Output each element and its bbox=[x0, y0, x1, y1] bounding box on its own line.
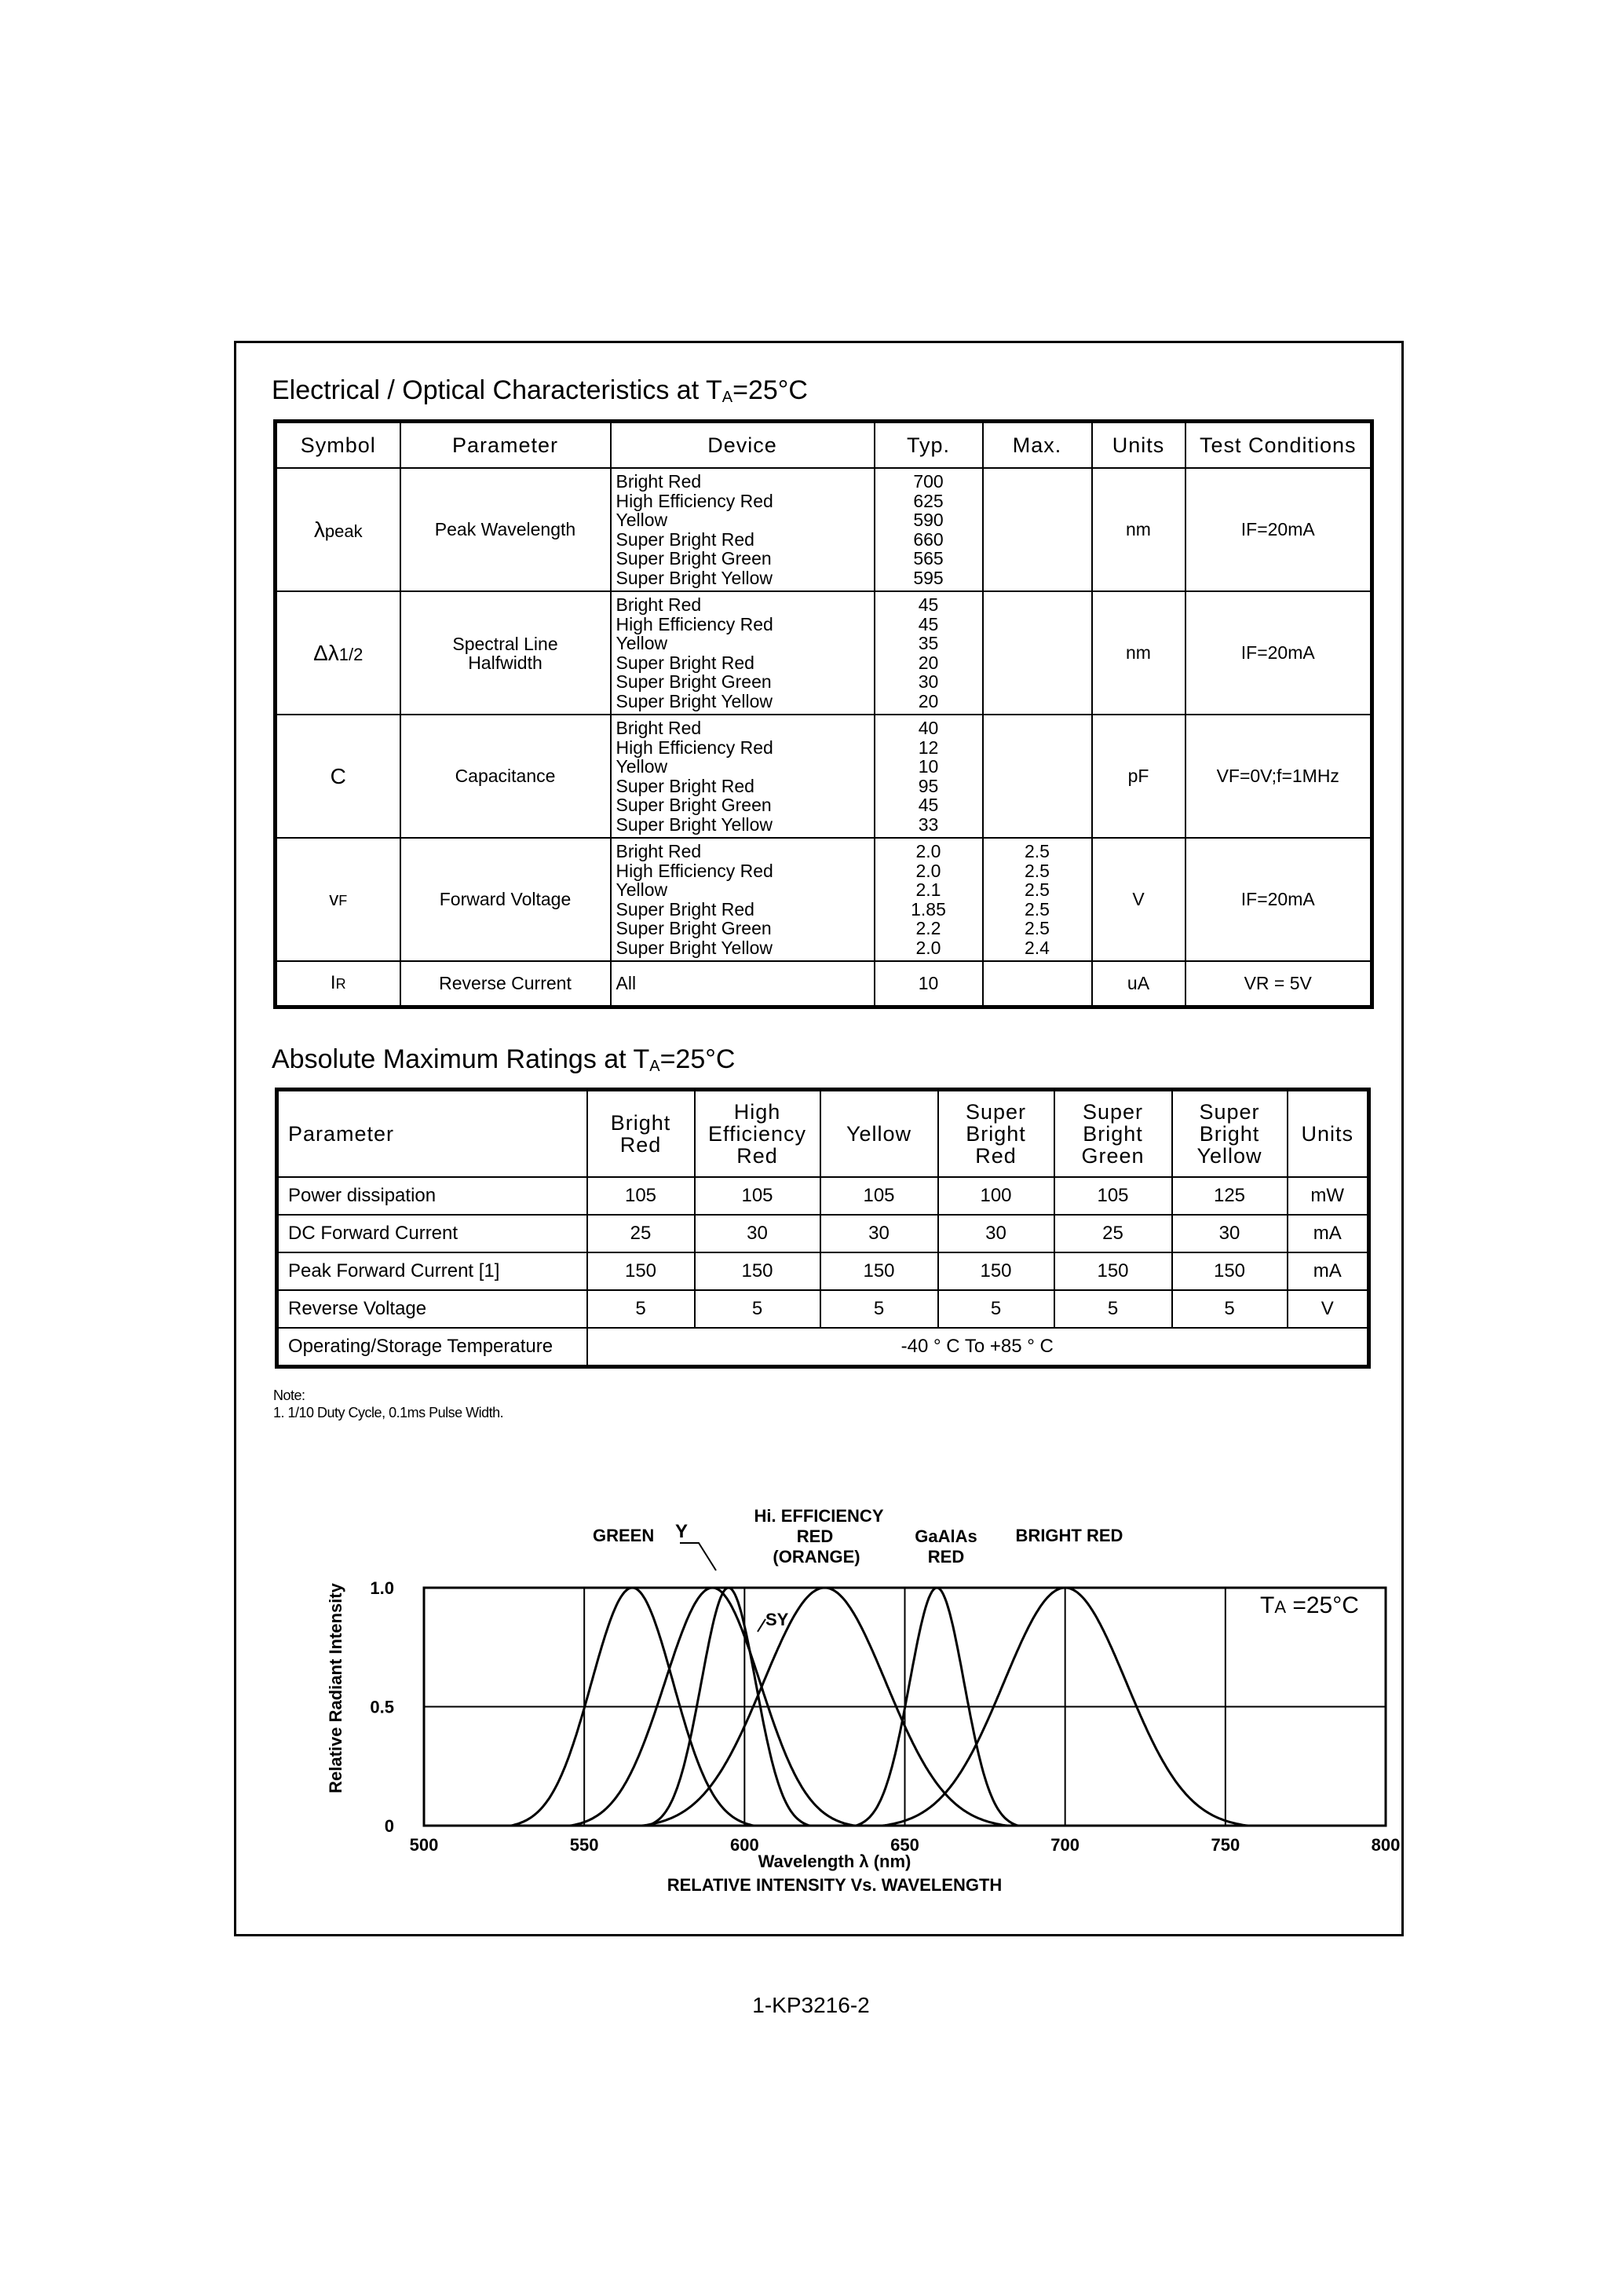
value-cell: 30 bbox=[1172, 1215, 1288, 1252]
conditions-cell: IF=20mA bbox=[1185, 468, 1372, 591]
max-cell bbox=[983, 961, 1092, 1007]
parameter-cell: Spectral Line Halfwidth bbox=[400, 591, 611, 715]
unit-cell: V bbox=[1288, 1290, 1369, 1328]
x-tick-label: 650 bbox=[890, 1835, 919, 1855]
value-cell: 5 bbox=[1054, 1290, 1172, 1328]
symbol-delta-lambda: Δλ1/2 bbox=[276, 591, 400, 715]
header-super-bright-green: Super Bright Green bbox=[1054, 1090, 1172, 1178]
label-bright-red: BRIGHT RED bbox=[1015, 1526, 1123, 1545]
param-cell: Peak Forward Current [1] bbox=[277, 1252, 587, 1290]
typ-values: 2.0 2.0 2.1 1.85 2.2 2.0 bbox=[875, 838, 983, 961]
table-row bbox=[276, 961, 1372, 1007]
max-values bbox=[983, 591, 1092, 715]
table-row bbox=[276, 838, 1372, 961]
electrical-title: Electrical / Optical Characteristics at $T_A=25^\circ C$ bbox=[272, 375, 808, 406]
value-cell: 30 bbox=[695, 1215, 820, 1252]
param-cell: Reverse Voltage bbox=[277, 1290, 587, 1328]
table-row bbox=[276, 468, 1372, 591]
absolute-ratings-table bbox=[275, 1088, 1371, 1369]
y-tick-label: 0.5 bbox=[370, 1697, 394, 1717]
x-tick-label: 700 bbox=[1050, 1835, 1080, 1855]
table-row bbox=[277, 1215, 1369, 1252]
device-list: Bright Red High Efficiency Red Yellow Super Bright Red Super Bright Green Super Bright Yellow bbox=[611, 468, 875, 591]
header-test-conditions: Test Conditions bbox=[1185, 422, 1372, 469]
header-max: Max. bbox=[983, 422, 1092, 469]
conditions-cell: VR = 5V bbox=[1185, 961, 1372, 1007]
table-row bbox=[276, 715, 1372, 838]
x-tick-label: 550 bbox=[569, 1835, 599, 1855]
value-cell: 5 bbox=[587, 1290, 695, 1328]
note-label: Note: bbox=[273, 1387, 305, 1403]
conditions-cell: VF=0V;f=1MHz bbox=[1185, 715, 1372, 838]
absolute-title: Absolute Maximum Ratings at $T_A=25^\circ C$ bbox=[272, 1044, 736, 1075]
value-cell: 100 bbox=[938, 1177, 1054, 1215]
label-gaalas-2: RED bbox=[927, 1547, 965, 1567]
parameter-cell: Capacitance bbox=[400, 715, 611, 838]
value-cell: 5 bbox=[695, 1290, 820, 1328]
temperature-range-cell: -40 ° C To +85 ° C bbox=[587, 1328, 1369, 1367]
intensity-chart bbox=[0, 1492, 1622, 1900]
header-parameter: Parameter bbox=[277, 1090, 587, 1178]
table-row bbox=[277, 1328, 1369, 1367]
value-cell: 150 bbox=[1172, 1252, 1288, 1290]
temperature-label: TA =25°C bbox=[1260, 1592, 1359, 1618]
symbol-forward-voltage: vF bbox=[276, 838, 400, 961]
y-axis-label: Relative Radiant Intensity bbox=[326, 1583, 345, 1793]
param-cell: Operating/Storage Temperature bbox=[277, 1328, 587, 1367]
label-y-leader bbox=[680, 1543, 716, 1570]
typ-values: 45 45 35 20 30 20 bbox=[875, 591, 983, 715]
parameter-cell: Forward Voltage bbox=[400, 838, 611, 961]
conditions-cell: IF=20mA bbox=[1185, 838, 1372, 961]
value-cell: 30 bbox=[820, 1215, 938, 1252]
chart-title: RELATIVE INTENSITY Vs. WAVELENGTH bbox=[667, 1875, 1003, 1895]
value-cell: 150 bbox=[587, 1252, 695, 1290]
header-symbol: Symbol bbox=[276, 422, 400, 469]
device-list: Bright Red High Efficiency Red Yellow Super Bright Red Super Bright Green Super Bright Yellow bbox=[611, 715, 875, 838]
units-cell: uA bbox=[1092, 961, 1185, 1007]
device-list: Bright Red High Efficiency Red Yellow Super Bright Red Super Bright Green Super Bright Yellow bbox=[611, 591, 875, 715]
value-cell: 150 bbox=[820, 1252, 938, 1290]
value-cell: 105 bbox=[695, 1177, 820, 1215]
x-tick-label: 500 bbox=[409, 1835, 439, 1855]
label-hi-eff-3: (ORANGE) bbox=[773, 1547, 860, 1567]
header-typ: Typ. bbox=[875, 422, 983, 469]
typ-cell: 10 bbox=[875, 961, 983, 1007]
header-bright-red: Bright Red bbox=[587, 1090, 695, 1178]
note bbox=[273, 1387, 503, 1421]
max-values bbox=[983, 468, 1092, 591]
value-cell: 150 bbox=[938, 1252, 1054, 1290]
units-cell: V bbox=[1092, 838, 1185, 961]
value-cell: 25 bbox=[587, 1215, 695, 1252]
symbol-capacitance: C bbox=[276, 715, 400, 838]
symbol-lambda-peak: λpeak bbox=[276, 468, 400, 591]
header-high-efficiency-red: High Efficiency Red bbox=[695, 1090, 820, 1178]
typ-values: 700 625 590 660 565 595 bbox=[875, 468, 983, 591]
value-cell: 150 bbox=[1054, 1252, 1172, 1290]
table-row bbox=[276, 591, 1372, 715]
device-list: Bright Red High Efficiency Red Yellow Super Bright Red Super Bright Green Super Bright Yellow bbox=[611, 838, 875, 961]
unit-cell: mW bbox=[1288, 1177, 1369, 1215]
units-cell: nm bbox=[1092, 591, 1185, 715]
footer-page-code: 1-KP3216-2 bbox=[752, 1993, 870, 2017]
label-sy-leader bbox=[758, 1619, 765, 1632]
table-header-row bbox=[276, 422, 1372, 469]
value-cell: 105 bbox=[1054, 1177, 1172, 1215]
header-super-bright-red: Super Bright Red bbox=[938, 1090, 1054, 1178]
label-hi-eff-1: Hi. EFFICIENCY bbox=[754, 1506, 884, 1526]
param-cell: Power dissipation bbox=[277, 1177, 587, 1215]
header-yellow: Yellow bbox=[820, 1090, 938, 1178]
symbol-reverse-current: IR bbox=[276, 961, 400, 1007]
typ-values: 40 12 10 95 45 33 bbox=[875, 715, 983, 838]
parameter-cell: Reverse Current bbox=[400, 961, 611, 1007]
label-y: Y bbox=[675, 1521, 689, 1542]
label-sy: SY bbox=[765, 1610, 789, 1629]
units-cell: pF bbox=[1092, 715, 1185, 838]
header-super-bright-yellow: Super Bright Yellow bbox=[1172, 1090, 1288, 1178]
value-cell: 25 bbox=[1054, 1215, 1172, 1252]
max-values: 2.5 2.5 2.5 2.5 2.5 2.4 bbox=[983, 838, 1092, 961]
unit-cell: mA bbox=[1288, 1252, 1369, 1290]
param-cell: DC Forward Current bbox=[277, 1215, 587, 1252]
x-tick-label: 800 bbox=[1371, 1835, 1401, 1855]
value-cell: 105 bbox=[587, 1177, 695, 1215]
value-cell: 5 bbox=[938, 1290, 1054, 1328]
table-header-row bbox=[277, 1090, 1369, 1178]
label-green: GREEN bbox=[593, 1526, 655, 1545]
note-text: 1. 1/10 Duty Cycle, 0.1ms Pulse Width. bbox=[273, 1405, 504, 1420]
header-device: Device bbox=[611, 422, 875, 469]
label-hi-eff-2: RED bbox=[796, 1526, 834, 1546]
value-cell: 125 bbox=[1172, 1177, 1288, 1215]
unit-cell: mA bbox=[1288, 1215, 1369, 1252]
electrical-table bbox=[273, 419, 1374, 1009]
table-row bbox=[277, 1177, 1369, 1215]
device-cell: All bbox=[611, 961, 875, 1007]
x-tick-label: 750 bbox=[1211, 1835, 1240, 1855]
value-cell: 5 bbox=[1172, 1290, 1288, 1328]
parameter-cell: Peak Wavelength bbox=[400, 468, 611, 591]
y-tick-label: 0 bbox=[384, 1816, 394, 1836]
y-tick-label: 1.0 bbox=[370, 1578, 394, 1598]
conditions-cell: IF=20mA bbox=[1185, 591, 1372, 715]
value-cell: 105 bbox=[820, 1177, 938, 1215]
max-values bbox=[983, 715, 1092, 838]
header-units: Units bbox=[1288, 1090, 1369, 1178]
header-parameter: Parameter bbox=[400, 422, 611, 469]
value-cell: 150 bbox=[695, 1252, 820, 1290]
units-cell: nm bbox=[1092, 468, 1185, 591]
value-cell: 5 bbox=[820, 1290, 938, 1328]
table-row bbox=[277, 1252, 1369, 1290]
x-tick-label: 600 bbox=[729, 1835, 759, 1855]
value-cell: 30 bbox=[938, 1215, 1054, 1252]
x-axis-label: Wavelength λ (nm) bbox=[758, 1852, 911, 1871]
table-row bbox=[277, 1290, 1369, 1328]
label-gaalas-1: GaAlAs bbox=[915, 1526, 977, 1546]
header-units: Units bbox=[1092, 422, 1185, 469]
